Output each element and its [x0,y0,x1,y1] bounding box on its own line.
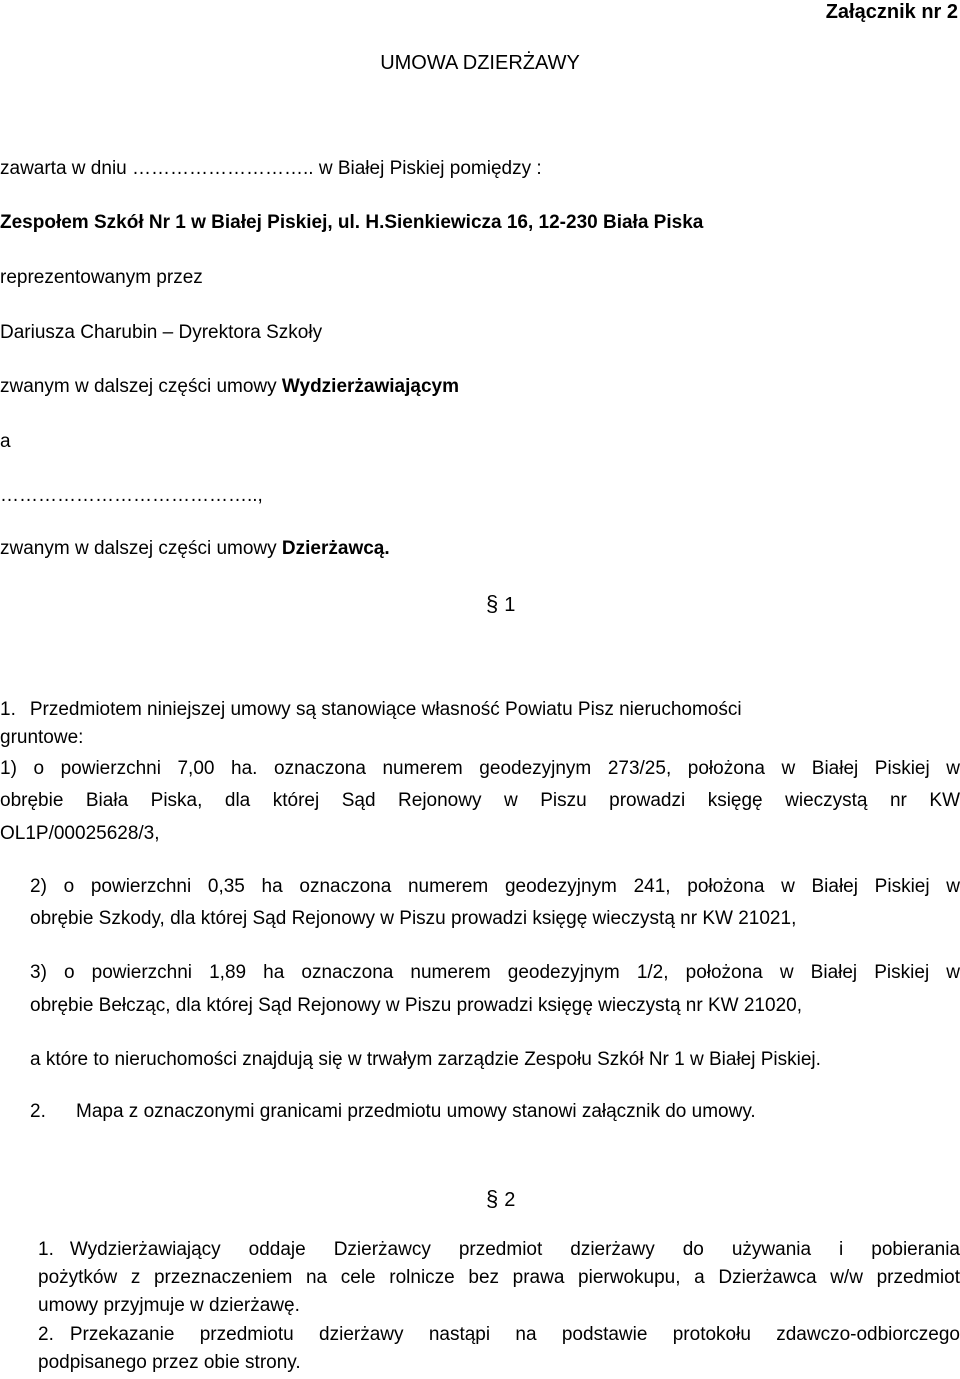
section-symbol: § [486,591,499,616]
party1-name: Zespołem Szkół Nr 1 w Białej Piskiej, ul. H.Sienkiewicza 16, 12-230 Biała Piska [0,212,704,233]
s2-p1-line3: umowy przyjmuje w dzierżawę. [38,1295,300,1316]
represented-by-line: reprezentowanym przez [0,267,203,288]
s1-p1-line2: gruntowe: [0,727,84,748]
party1-line [0,212,703,234]
s2-p1-num: 1. [38,1239,54,1260]
s1-item1-line3: OL1P/00025628/3, [0,823,160,844]
s1-item1-line1: 1) o powierzchni 7,00 ha. oznaczona numerem geodezyjnym 273/25, położona w Białej Piskiej w [0,758,960,779]
s1-management-line: a które to nieruchomości znajdują się w trwałym zarządzie Zespołu Szkół Nr 1 w Białej Piskiej. [30,1049,821,1070]
s1-p1-text1: Przedmiotem niniejszej umowy są stanowiące własność Powiatu Pisz nieruchomości [29,699,742,720]
representative-line: Dariusza Charubin – Dyrektora Szkoły [0,322,323,343]
concluded-line: zawarta w dniu ……………………….. w Białej Piskiej pomiędzy : [0,158,542,179]
s2-p1-line1 [38,1239,960,1261]
annex-label: Załącznik nr 2 [825,1,958,23]
section-symbol: § [486,1186,499,1211]
s1-p1-num: 1. [0,699,16,720]
s1-p2-line [30,1101,756,1123]
s1-item1-line2: obrębie Biała Piska, dla której Sąd Rejonowy w Piszu prowadzi księgę wieczystą nr KW [0,790,960,811]
document-title: UMOWA DZIERŻAWY [380,52,580,74]
s1-p1-line1 [0,699,960,721]
s1-p2-text: Mapa z oznaczonymi granicami przedmiotu umowy stanowi załącznik do umowy. [76,1101,756,1122]
s1-item2-line1: 2) o powierzchni 0,35 ha oznaczona numerem geodezyjnym 241, położona w Białej Piskiej w [30,876,960,897]
called2-line [0,538,390,560]
conjunction: a [0,431,11,452]
s2-p1-text1: Wydzierżawiający oddaje Dzierżawcy przedmiot dzierżawy do używania i pobierania [69,1239,960,1260]
s1-item3-line2: obrębie Bełcząc, dla której Sąd Rejonowy w Piszu prowadzi księgę wieczystą nr KW 21020, [30,995,802,1016]
s1-p2-num: 2. [30,1101,46,1122]
called1-term: Wydzierżawiającym [281,376,459,397]
s2-p2-line1 [38,1324,960,1346]
party2-blank: ………………………………….., [0,485,263,506]
section1-number: 1 [504,594,516,616]
s2-p1-line2: pożytków z przeznaczeniem na cele rolnicze bez prawa pierwokupu, a Dzierżawca w/w przedmiot [38,1267,960,1288]
s1-item2-line2: obrębie Szkody, dla której Sąd Rejonowy w Piszu prowadzi księgę wieczystą nr KW 21021, [30,908,797,929]
called1-line [0,376,459,398]
called2-prefix: zwanym w dalszej części umowy [0,538,282,559]
section1-heading [486,591,515,617]
s2-p2-num: 2. [38,1324,54,1345]
called2-term: Dzierżawcą. [281,538,390,559]
s1-item3-line1: 3) o powierzchni 1,89 ha oznaczona numerem geodezyjnym 1/2, położona w Białej Piskiej w [30,962,960,983]
called1-prefix: zwanym w dalszej części umowy [0,376,282,397]
section2-number: 2 [504,1189,516,1211]
s2-p2-line2: podpisanego przez obie strony. [38,1352,301,1373]
section2-heading [486,1186,515,1212]
s2-p2-text1: Przekazanie przedmiotu dzierżawy nastąpi na podstawie protokołu zdawczo-odbiorczego [69,1324,960,1345]
